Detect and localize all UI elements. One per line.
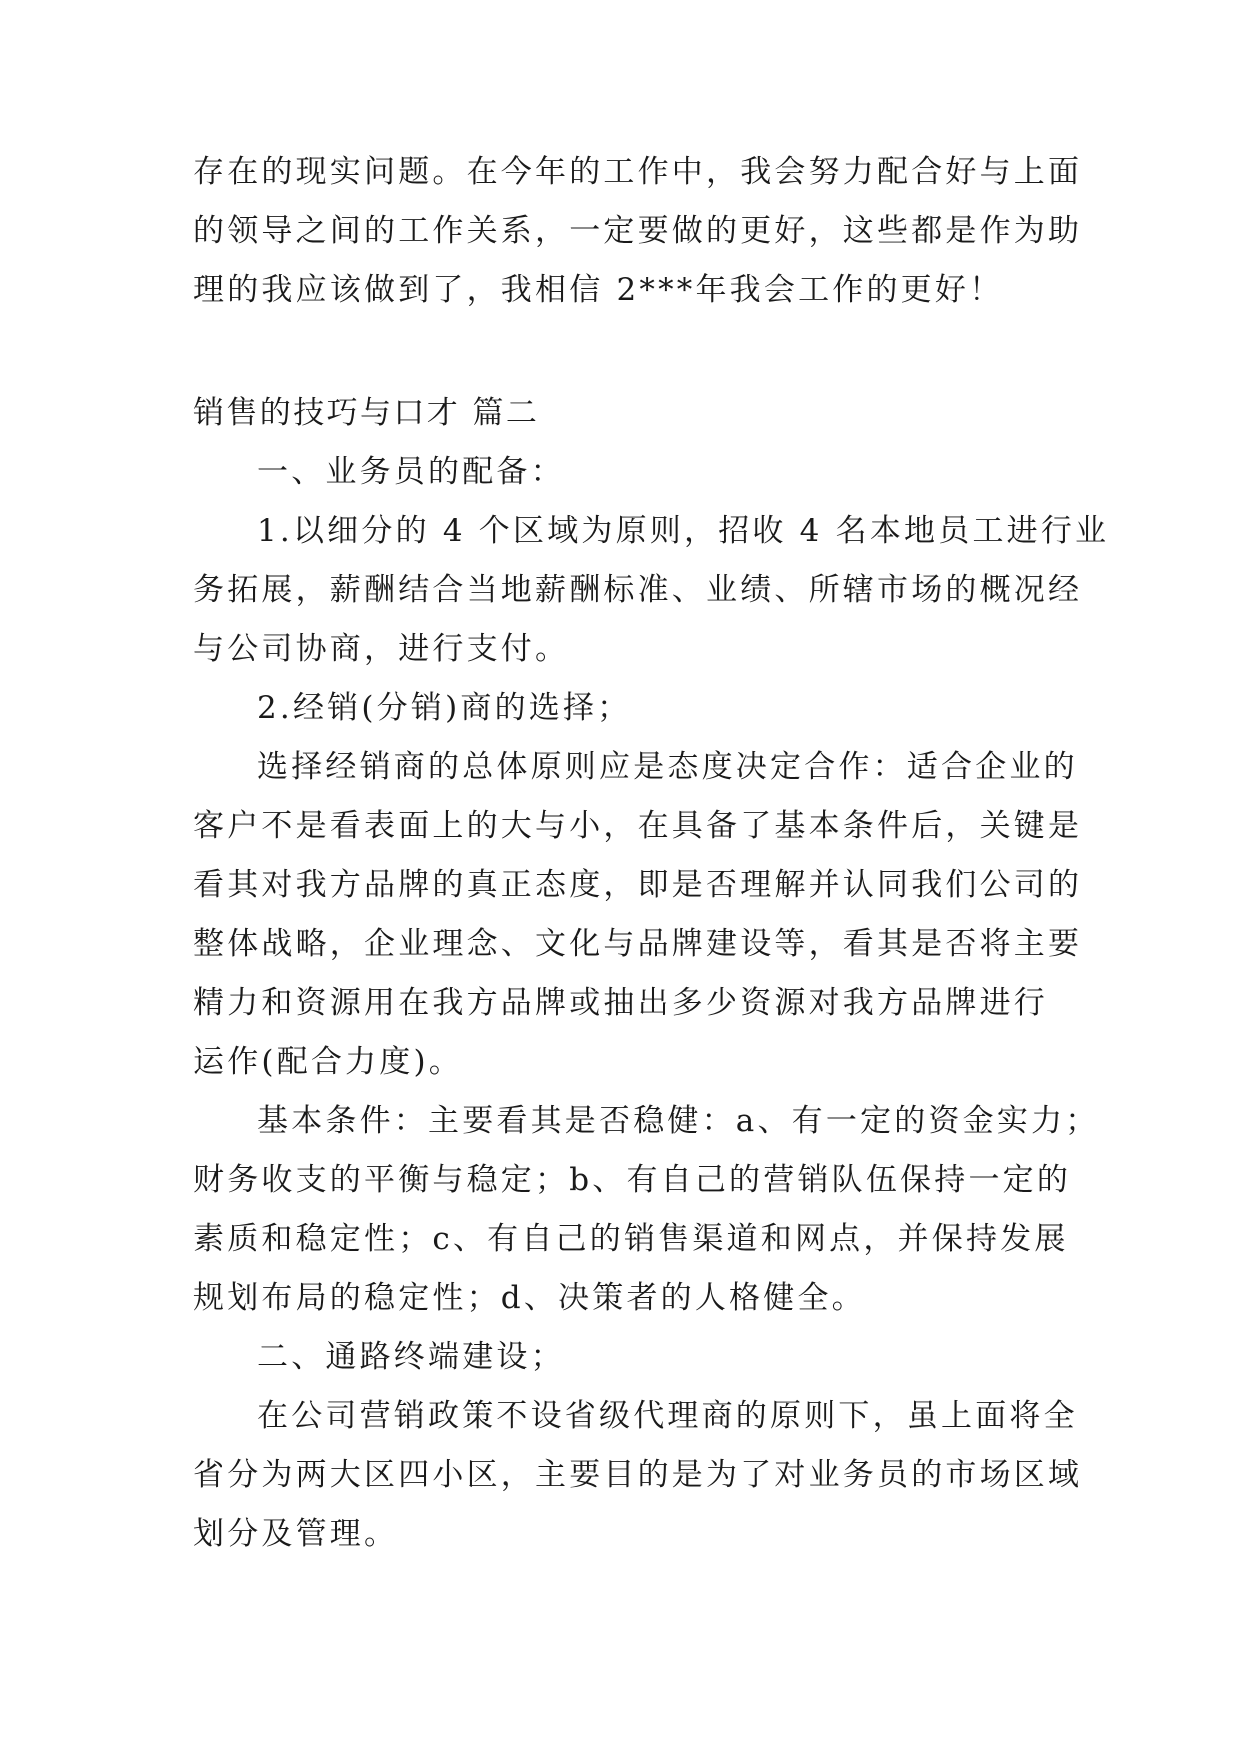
paragraph-line: 理的我应该做到了，我相信 2***年我会工作的更好！: [193, 272, 1004, 308]
paragraph-line: 精力和资源用在我方品牌或抽出多少资源对我方品牌进行: [193, 985, 1048, 1021]
paragraph-line: 划分及管理。: [193, 1516, 399, 1552]
paragraph-line: 整体战略，企业理念、文化与品牌建设等，看其是否将主要: [193, 926, 1083, 962]
paragraph-line: 客户不是看表面上的大与小，在具备了基本条件后，关键是: [193, 808, 1083, 844]
section-body: [193, 384, 1110, 1564]
section-heading: 销售的技巧与口才 篇二: [193, 395, 540, 431]
paragraph-line: 存在的现实问题。在今年的工作中，我会努力配合好与上面: [193, 154, 1083, 190]
subsection-heading: 二、通路终端建设；: [257, 1339, 565, 1375]
paragraph-line: 素质和稳定性；c、有自己的销售渠道和网点，并保持发展: [193, 1221, 1069, 1257]
paragraph-line: 基本条件：主要看其是否稳健：a、有一定的资金实力；: [257, 1103, 1100, 1139]
paragraph-line: 看其对我方品牌的真正态度，即是否理解并认同我们公司的: [193, 867, 1083, 903]
paragraph-line: 选择经销商的总体原则应是态度决定合作：适合企业的: [257, 749, 1078, 785]
paragraph-line: 规划布局的稳定性；d、决策者的人格健全。: [193, 1280, 866, 1316]
paragraph-line: 与公司协商，进行支付。: [193, 631, 570, 667]
paragraph-line: 在公司营销政策不设省级代理商的原则下，虽上面将全: [257, 1398, 1078, 1434]
continuation-paragraph: [193, 143, 1083, 320]
paragraph-line: 1.以细分的 4 个区域为原则，招收 4 名本地员工进行业: [257, 513, 1110, 549]
paragraph-line: 2.经销(分销)商的选择；: [257, 690, 632, 726]
paragraph-line: 运作(配合力度)。: [193, 1044, 463, 1080]
paragraph-line: 财务收支的平衡与稳定；b、有自己的营销队伍保持一定的: [193, 1162, 1072, 1198]
paragraph-line: 的领导之间的工作关系，一定要做的更好，这些都是作为助: [193, 213, 1083, 249]
paragraph-line: 省分为两大区四小区，主要目的是为了对业务员的市场区域: [193, 1457, 1083, 1493]
subsection-heading: 一、业务员的配备：: [257, 454, 565, 490]
paragraph-line: 务拓展，薪酬结合当地薪酬标准、业绩、所辖市场的概况经: [193, 572, 1083, 608]
